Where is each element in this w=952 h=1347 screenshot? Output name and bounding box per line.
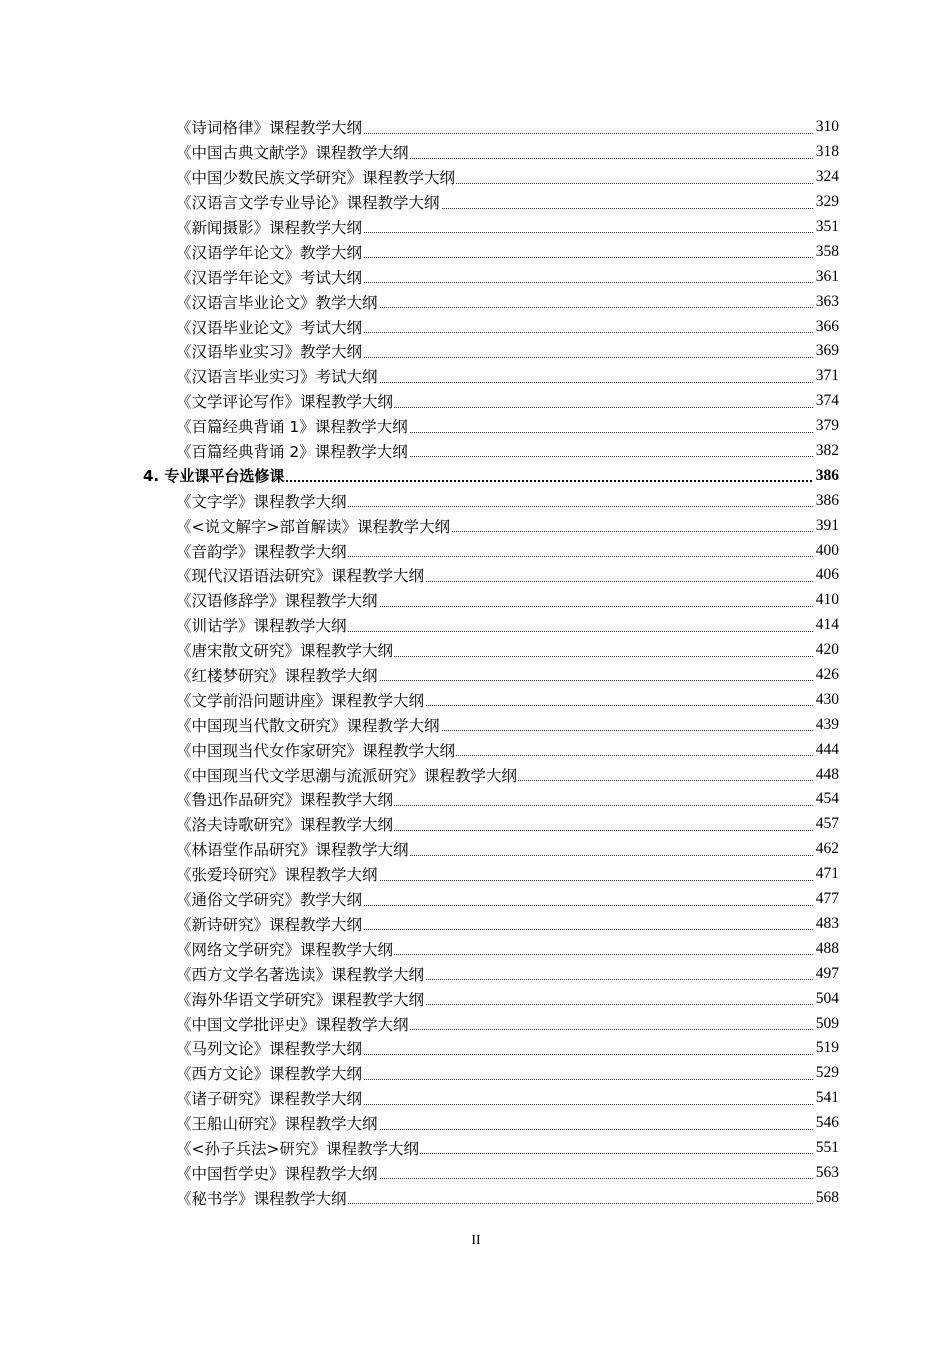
toc-entry-page: 386 [815, 491, 839, 509]
toc-entry-page: 504 [815, 989, 839, 1007]
toc-entry-title: 《汉语言文学专业导论》课程教学大纲 [176, 191, 441, 213]
toc-entry-page: 420 [815, 641, 839, 659]
toc-entry[interactable] [0, 488, 952, 513]
toc-entry-title: 《<说文解字>部首解读》课程教学大纲 [176, 515, 451, 537]
toc-entry-page: 462 [815, 840, 839, 858]
toc-entry-page: 439 [815, 715, 839, 733]
toc-entry-title: 《洛夫诗歌研究》课程教学大纲 [176, 813, 394, 835]
toc-entry-title: 《训诂学》课程教学大纲 [176, 614, 348, 636]
toc-entry-title: 《<孙子兵法>研究》课程教学大纲 [176, 1137, 420, 1159]
toc-entry-title: 《音韵学》课程教学大纲 [176, 540, 348, 562]
toc-entry[interactable] [0, 165, 952, 190]
toc-entry-page: 400 [815, 541, 839, 559]
toc-entry[interactable] [0, 1086, 952, 1111]
toc-entry-page: 410 [815, 591, 839, 609]
toc-entry[interactable] [0, 215, 952, 240]
toc-entry-page: 430 [815, 690, 839, 708]
toc-entry[interactable] [0, 513, 952, 538]
toc-entry-title: 《张爱玲研究》课程教学大纲 [176, 863, 379, 885]
toc-entry-title: 《马列文论》课程教学大纲 [176, 1037, 363, 1059]
toc-entry[interactable] [0, 140, 952, 165]
toc-entry[interactable] [0, 762, 952, 787]
toc-entry-page: 366 [815, 317, 839, 335]
toc-entry-title: 《王船山研究》课程教学大纲 [176, 1112, 379, 1134]
toc-entry[interactable] [0, 1136, 952, 1161]
toc-entry-page: 551 [815, 1138, 839, 1156]
toc-entry[interactable] [0, 1185, 952, 1210]
toc-entry[interactable] [0, 264, 952, 289]
toc-entry[interactable] [0, 239, 952, 264]
toc-entry[interactable] [0, 837, 952, 862]
toc-entry-title: 《现代汉语语法研究》课程教学大纲 [176, 564, 425, 586]
toc-entry[interactable] [0, 737, 952, 762]
toc-entry-page: 541 [815, 1089, 839, 1107]
toc-entry[interactable] [0, 936, 952, 961]
toc-entry-title: 《汉语毕业论文》考试大纲 [176, 316, 363, 338]
toc-entry[interactable] [0, 663, 952, 688]
toc-entry-title: 《汉语言毕业论文》教学大纲 [176, 291, 379, 313]
toc-entry-page: 363 [815, 292, 839, 310]
toc-entry-page: 448 [815, 765, 839, 783]
toc-entry-title: 《文学评论写作》课程教学大纲 [176, 390, 394, 412]
toc-entry-page: 391 [815, 516, 839, 534]
toc-entry-page: 382 [815, 442, 839, 460]
toc-section-heading[interactable] [0, 463, 952, 488]
toc-entry-title: 《鲁迅作品研究》课程教学大纲 [176, 788, 394, 810]
toc-entry[interactable] [0, 1061, 952, 1086]
toc-entry[interactable] [0, 613, 952, 638]
table-of-contents [0, 115, 952, 1210]
toc-entry-page: 358 [815, 242, 839, 260]
toc-entry-title: 《汉语言毕业实习》考试大纲 [176, 365, 379, 387]
toc-entry-page: 386 [815, 466, 839, 484]
toc-entry-page: 310 [815, 118, 839, 136]
toc-entry[interactable] [0, 538, 952, 563]
toc-entry[interactable] [0, 115, 952, 140]
toc-entry[interactable] [0, 339, 952, 364]
toc-entry-title: 《汉语毕业实习》教学大纲 [176, 340, 363, 362]
toc-entry-page: 329 [815, 193, 839, 211]
toc-entry[interactable] [0, 887, 952, 912]
toc-entry-title: 《中国古典文献学》课程教学大纲 [176, 141, 410, 163]
toc-entry[interactable] [0, 1036, 952, 1061]
toc-entry-page: 457 [815, 815, 839, 833]
toc-entry[interactable] [0, 1011, 952, 1036]
toc-entry-page: 497 [815, 964, 839, 982]
toc-entry-page: 374 [815, 392, 839, 410]
toc-entry-title: 《中国现当代女作家研究》课程教学大纲 [176, 739, 456, 761]
toc-entry-title: 《网络文学研究》课程教学大纲 [176, 938, 394, 960]
toc-entry-page: 568 [815, 1188, 839, 1206]
toc-entry-page: 426 [815, 666, 839, 684]
toc-entry-title: 《汉语学年论文》教学大纲 [176, 241, 363, 263]
toc-entry[interactable] [0, 961, 952, 986]
toc-entry-title: 4. 专业课平台选修课 [143, 467, 285, 486]
toc-entry[interactable] [0, 812, 952, 837]
toc-entry-page: 406 [815, 566, 839, 584]
toc-entry[interactable] [0, 712, 952, 737]
toc-entry[interactable] [0, 1160, 952, 1185]
toc-entry-page: 414 [815, 616, 839, 634]
toc-entry[interactable] [0, 289, 952, 314]
toc-entry-title: 《新闻摄影》课程教学大纲 [176, 216, 363, 238]
toc-entry-page: 351 [815, 218, 839, 235]
toc-entry-page: 471 [815, 865, 839, 883]
toc-entry-title: 《海外华语文学研究》课程教学大纲 [176, 988, 425, 1010]
toc-entry-page: 379 [815, 417, 839, 435]
toc-entry-title: 《诸子研究》课程教学大纲 [176, 1087, 363, 1109]
toc-entry-page: 454 [815, 790, 839, 808]
toc-entry-title: 《百篇经典背诵 2》课程教学大纲 [176, 440, 409, 462]
toc-entry-page: 369 [815, 342, 839, 360]
toc-entry-page: 529 [815, 1064, 839, 1082]
toc-entry[interactable] [0, 414, 952, 439]
toc-entry-page: 371 [815, 367, 839, 385]
toc-entry[interactable] [0, 986, 952, 1011]
toc-entry-title: 《中国文学批评史》课程教学大纲 [176, 1013, 410, 1035]
toc-entry-page: 361 [815, 267, 839, 285]
toc-entry[interactable] [0, 912, 952, 937]
toc-entry[interactable] [0, 862, 952, 887]
toc-entry[interactable] [0, 439, 952, 464]
toc-entry-page: 477 [815, 890, 839, 908]
toc-entry-title: 《文学前沿问题讲座》课程教学大纲 [176, 689, 425, 711]
toc-entry-title: 《中国哲学史》课程教学大纲 [176, 1162, 379, 1184]
toc-entry-page: 563 [815, 1163, 839, 1181]
toc-entry-page: 546 [815, 1114, 839, 1132]
toc-entry[interactable] [0, 563, 952, 588]
toc-entry-page: 509 [815, 1014, 839, 1032]
toc-entry-page: 483 [815, 914, 839, 932]
toc-entry-title: 《汉语修辞学》课程教学大纲 [176, 589, 379, 611]
toc-entry-page: 318 [815, 143, 839, 161]
toc-entry-title: 《诗词格律》课程教学大纲 [176, 116, 363, 138]
toc-entry-title: 《中国现当代散文研究》课程教学大纲 [176, 714, 441, 736]
toc-entry[interactable] [0, 687, 952, 712]
toc-entry-title: 《中国少数民族文学研究》课程教学大纲 [176, 166, 456, 188]
toc-entry-title: 《唐宋散文研究》课程教学大纲 [176, 639, 394, 661]
toc-entry[interactable] [0, 314, 952, 339]
toc-entry-title: 《新诗研究》课程教学大纲 [176, 913, 363, 935]
toc-entry-title: 《文字学》课程教学大纲 [176, 490, 348, 512]
page-number: II [471, 1233, 481, 1248]
toc-entry[interactable] [0, 638, 952, 663]
toc-entry-title: 《中国现当代文学思潮与流派研究》课程教学大纲 [176, 764, 518, 786]
toc-entry-title: 《西方文学名著选读》课程教学大纲 [176, 963, 425, 985]
toc-entry[interactable] [0, 787, 952, 812]
toc-entry-page: 519 [815, 1039, 839, 1057]
toc-entry-page: 324 [815, 168, 839, 186]
toc-entry[interactable] [0, 588, 952, 613]
toc-entry[interactable] [0, 364, 952, 389]
toc-entry[interactable] [0, 1111, 952, 1136]
toc-entry-title: 《通俗文学研究》教学大纲 [176, 888, 363, 910]
toc-entry-title: 《林语堂作品研究》课程教学大纲 [176, 838, 410, 860]
toc-entry[interactable] [0, 190, 952, 215]
toc-entry-title: 《汉语学年论文》考试大纲 [176, 266, 363, 288]
toc-entry-title: 《红楼梦研究》课程教学大纲 [176, 664, 379, 686]
toc-entry-title: 《秘书学》课程教学大纲 [176, 1187, 348, 1209]
toc-entry-page: 444 [815, 740, 839, 758]
toc-entry[interactable] [0, 389, 952, 414]
toc-entry-title: 《百篇经典背诵 1》课程教学大纲 [176, 415, 409, 437]
toc-entry-title: 《西方文论》课程教学大纲 [176, 1062, 363, 1084]
toc-entry-page: 488 [815, 939, 839, 957]
